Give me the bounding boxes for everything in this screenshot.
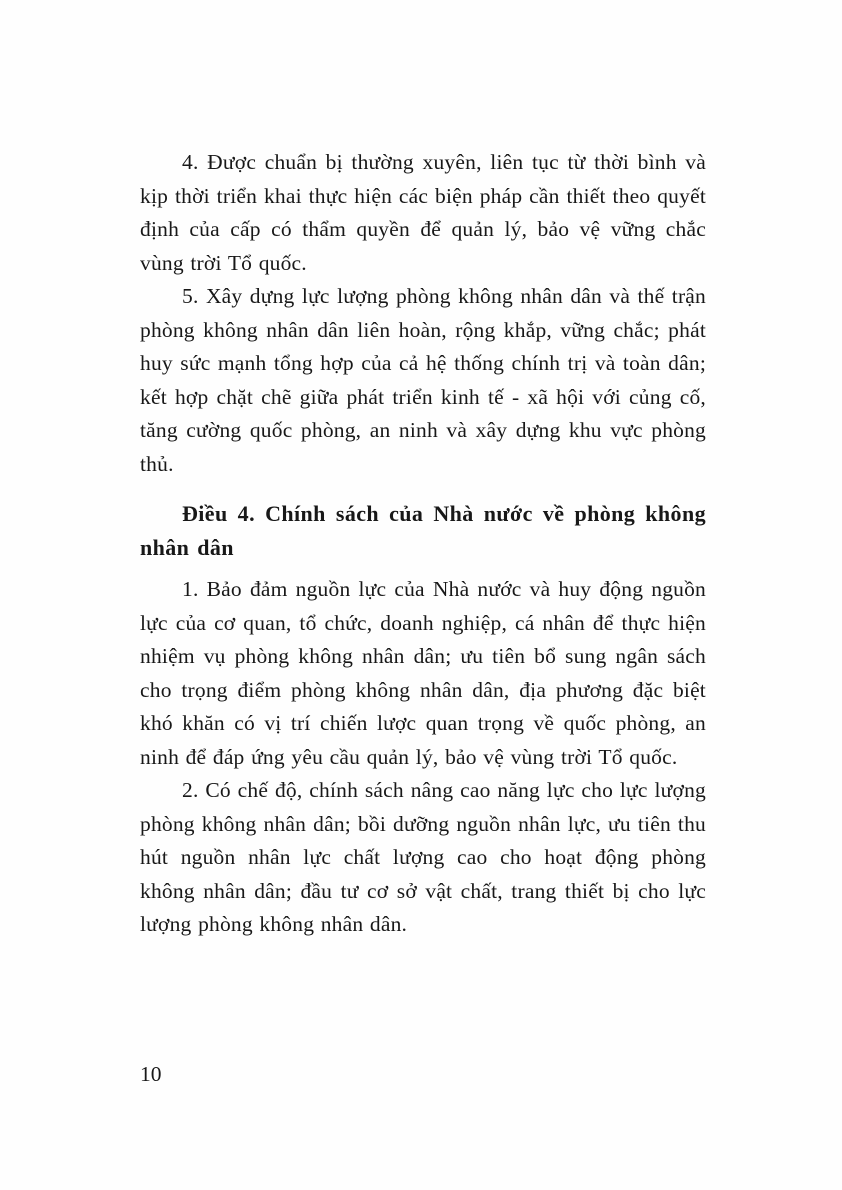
- paragraph-clause-4: 4. Được chuẩn bị thường xuyên, liên tục từ thời bình và kịp thời triển khai thực hiện các biện pháp cần thiết theo quyết định của cấp có thẩm quyền để quản lý, bảo vệ vững chắc vùng trời Tổ quốc.: [140, 150, 706, 275]
- text-block: [140, 146, 706, 942]
- paragraph-clause-1: 1. Bảo đảm nguồn lực của Nhà nước và huy động nguồn lực của cơ quan, tổ chức, doanh nghiệp, cá nhân để thực hiện nhiệm vụ phòng không nhân dân; ưu tiên bổ sung ngân sách cho trọng điểm phòng không nhân dân, địa phương đặc biệt khó khăn có vị trí chiến lược quan trọng về quốc phòng, an ninh để đáp ứng yêu cầu quản lý, bảo vệ vùng trời Tổ quốc.: [140, 577, 706, 769]
- paragraph-clause-2: 2. Có chế độ, chính sách nâng cao năng lực cho lực lượng phòng không nhân dân; bồi dưỡng nguồn nhân lực, ưu tiên thu hút nguồn nhân lực chất lượng cao cho hoạt động phòng không nhân dân; đầu tư cơ sở vật chất, trang thiết bị cho lực lượng phòng không nhân dân.: [140, 778, 706, 936]
- paragraph-clause-5: 5. Xây dựng lực lượng phòng không nhân dân và thế trận phòng không nhân dân liên hoàn, rộng khắp, vững chắc; phát huy sức mạnh tổng hợp của cả hệ thống chính trị và toàn dân; kết hợp chặt chẽ giữa phát triển kinh tế - xã hội với củng cố, tăng cường quốc phòng, an ninh và xây dựng khu vực phòng thủ.: [140, 284, 706, 476]
- page-number: 10: [140, 1062, 162, 1086]
- article-heading: Điều 4. Chính sách của Nhà nước về phòng không nhân dân: [140, 501, 706, 560]
